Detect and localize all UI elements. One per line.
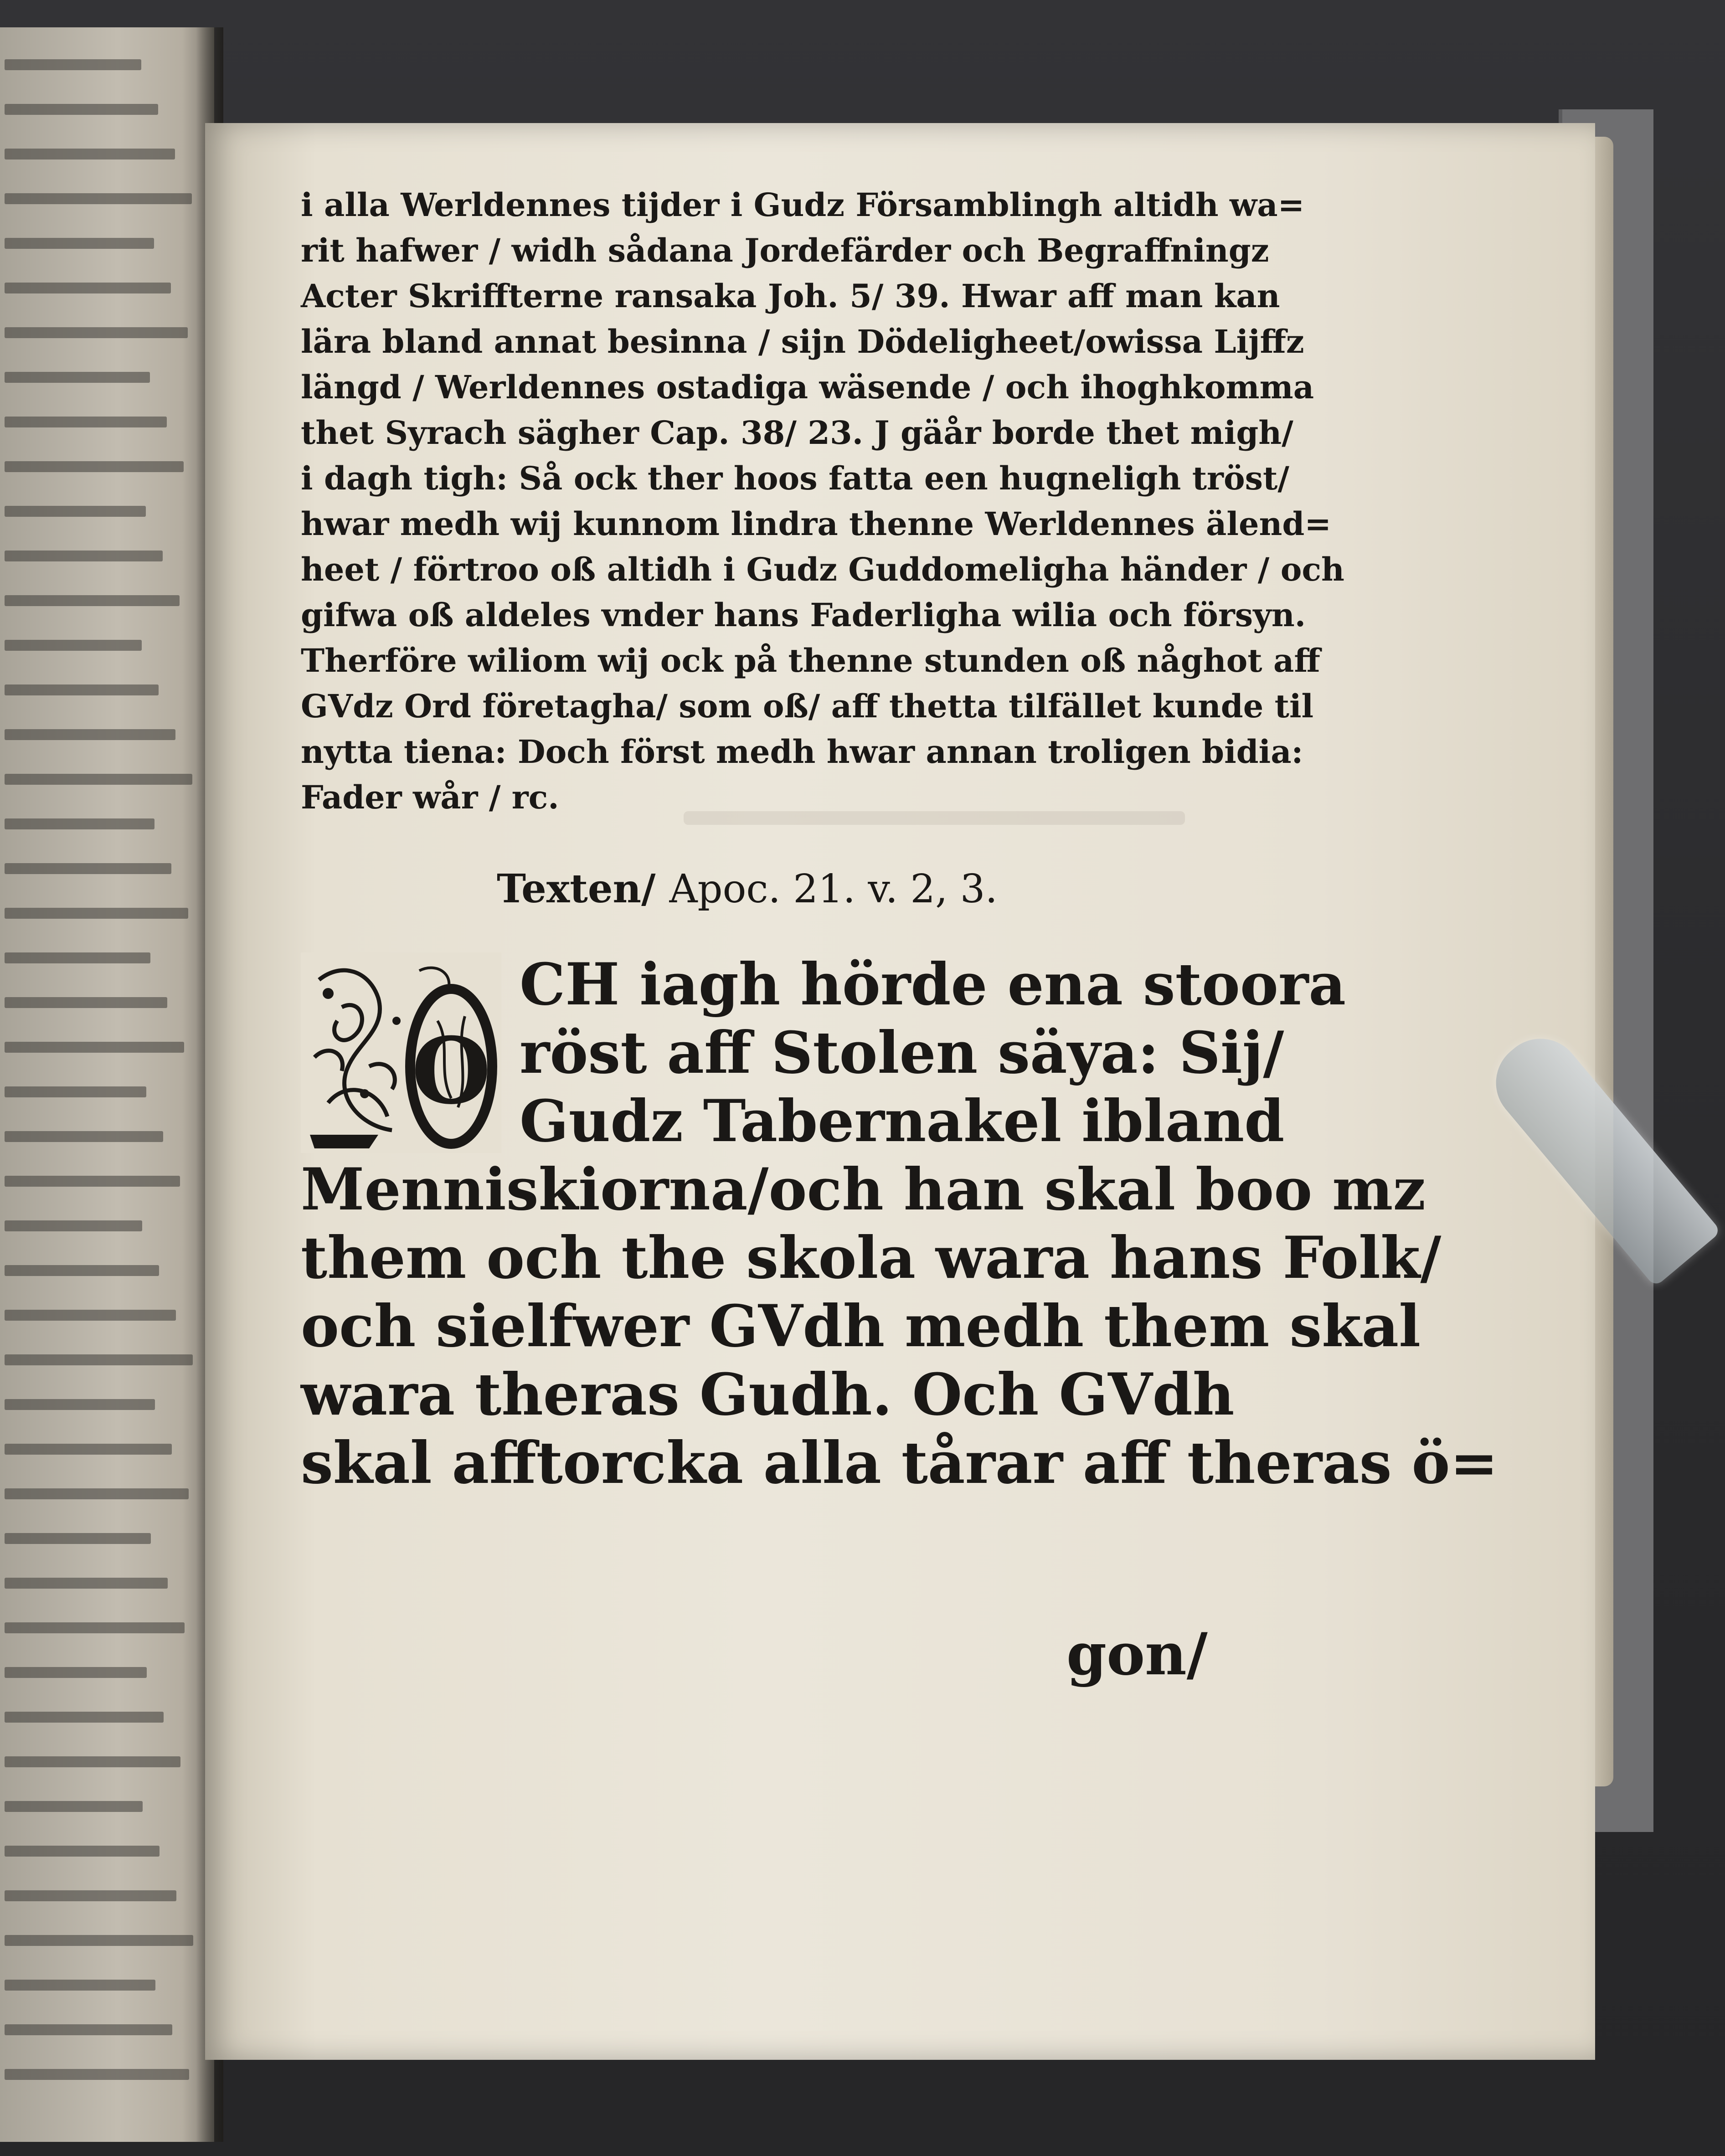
verse-line: skal afftorcka alla tårar aff theras ö= xyxy=(301,1429,1498,1497)
text-line: rit hafwer / widh sådana Jordefärder och Begraffningz xyxy=(301,232,1269,269)
facing-page-text-line xyxy=(5,595,180,606)
facing-page-text-line xyxy=(5,818,154,829)
facing-page-text-line xyxy=(5,952,150,963)
facing-page-text-line xyxy=(5,551,163,561)
text-line: Therföre wiliom wij ock på thenne stunden oß någhot aff xyxy=(301,642,1320,679)
text-line-last: Fader wår / rc. xyxy=(301,778,559,816)
text-line: lära bland annat besinna / sijn Dödeligheet/owissa Lijffz xyxy=(301,323,1304,360)
facing-page-text-line xyxy=(5,1935,193,1946)
facing-page-text-line xyxy=(5,461,184,472)
facing-page-text-line xyxy=(5,729,175,740)
facing-page-text-line xyxy=(5,1622,185,1633)
facing-page-text-line xyxy=(5,506,146,517)
facing-page-text-line xyxy=(5,997,167,1008)
verse-line: wara theras Gudh. Och GVdh xyxy=(301,1361,1235,1428)
text-line: Acter Skriffterne ransaka Joh. 5/ 39. Hwar aff man kan xyxy=(301,277,1280,315)
facing-page-text-line xyxy=(5,1533,151,1544)
ornamental-initial xyxy=(301,952,501,1153)
verse-line: them och the skola wara hans Folk/ xyxy=(301,1224,1442,1292)
verse-line: röst aff Stolen säya: Sij/ xyxy=(520,1019,1284,1086)
verse-line: CH iagh hörde ena stoora xyxy=(520,951,1346,1018)
facing-page-text-line xyxy=(5,1578,168,1589)
facing-page-text-line xyxy=(5,1846,160,1857)
facing-page-text-line xyxy=(5,774,192,785)
scripture-reference: Apoc. 21. v. 2, 3. xyxy=(669,866,998,912)
facing-page-text-line xyxy=(5,2069,189,2080)
facing-page-text-line xyxy=(5,1086,146,1097)
facing-page-text-line xyxy=(5,283,171,293)
left-page xyxy=(0,27,214,2142)
facing-page-text-line xyxy=(5,149,175,160)
drop-cap-letter: O xyxy=(411,1018,491,1125)
facing-page-text-line xyxy=(5,1712,164,1723)
facing-page-text-line xyxy=(5,1131,163,1142)
body-text xyxy=(301,182,1344,820)
facing-page-text-line xyxy=(5,1354,193,1365)
facing-page-text-line xyxy=(5,193,192,204)
text-line: gifwa oß aldeles vnder hans Faderligha wilia och försyn. xyxy=(301,596,1306,634)
facing-page-text-line xyxy=(5,863,171,874)
facing-page-text-line xyxy=(5,1667,147,1678)
facing-page-text-line xyxy=(5,640,142,651)
catchword: gon/ xyxy=(1066,1621,1208,1688)
facing-page-text-line xyxy=(5,1176,180,1187)
facing-page-text-line xyxy=(5,104,158,115)
facing-page-text-line xyxy=(5,1488,189,1499)
verse-line: Menniskiorna/och han skal boo mz xyxy=(301,1156,1426,1223)
verse-line: och sielfwer GVdh medh them skal xyxy=(301,1292,1421,1360)
facing-page-text-line xyxy=(5,1801,143,1812)
text-line: längd / Werldennes ostadiga wäsende / och ihoghkomma xyxy=(301,368,1314,406)
text-line: GVdz Ord företagha/ som oß/ aff thetta tilfället kunde til xyxy=(301,687,1314,725)
text-line: heet / förtroo oß altidh i Gudz Guddomeligha händer / och xyxy=(301,551,1344,588)
facing-page-text-line xyxy=(5,1265,159,1276)
facing-page-text-line xyxy=(5,1220,142,1231)
text-line: hwar medh wij kunnom lindra thenne Werldennes älend= xyxy=(301,505,1331,543)
facing-page-text-line xyxy=(5,372,150,383)
facing-page-text-line xyxy=(5,1756,180,1767)
facing-page-text-line xyxy=(5,59,141,70)
facing-page-text-line xyxy=(5,908,188,919)
text-line: i alla Werldennes tijder i Gudz Församblingh altidh wa= xyxy=(301,186,1305,224)
facing-page-text-line xyxy=(5,1310,176,1321)
facing-page-text-line xyxy=(5,1399,155,1410)
facing-page-text-line xyxy=(5,1890,176,1901)
facing-page-text-line xyxy=(5,2024,172,2035)
facing-page-text-line xyxy=(5,327,188,338)
heading-word: Texten/ xyxy=(497,866,656,912)
text-line: nytta tiena: Doch först medh hwar annan troligen bidia: xyxy=(301,733,1303,771)
text-line: i dagh tigh: Så ock ther hoos fatta een hugneligh tröst/ xyxy=(301,459,1289,497)
text-line: thet Syrach sägher Cap. 38/ 23. J gäår borde thet migh/ xyxy=(301,414,1293,452)
section-heading xyxy=(497,866,998,912)
facing-page-text-line xyxy=(5,1444,172,1455)
facing-page-text-line xyxy=(5,1980,155,1991)
verse-line: Gudz Tabernakel ibland xyxy=(520,1087,1285,1155)
facing-page-text-line xyxy=(5,684,159,695)
facing-page-text-line xyxy=(5,1042,184,1053)
facing-page-text-line xyxy=(5,238,154,249)
facing-page-text-line xyxy=(5,417,167,427)
